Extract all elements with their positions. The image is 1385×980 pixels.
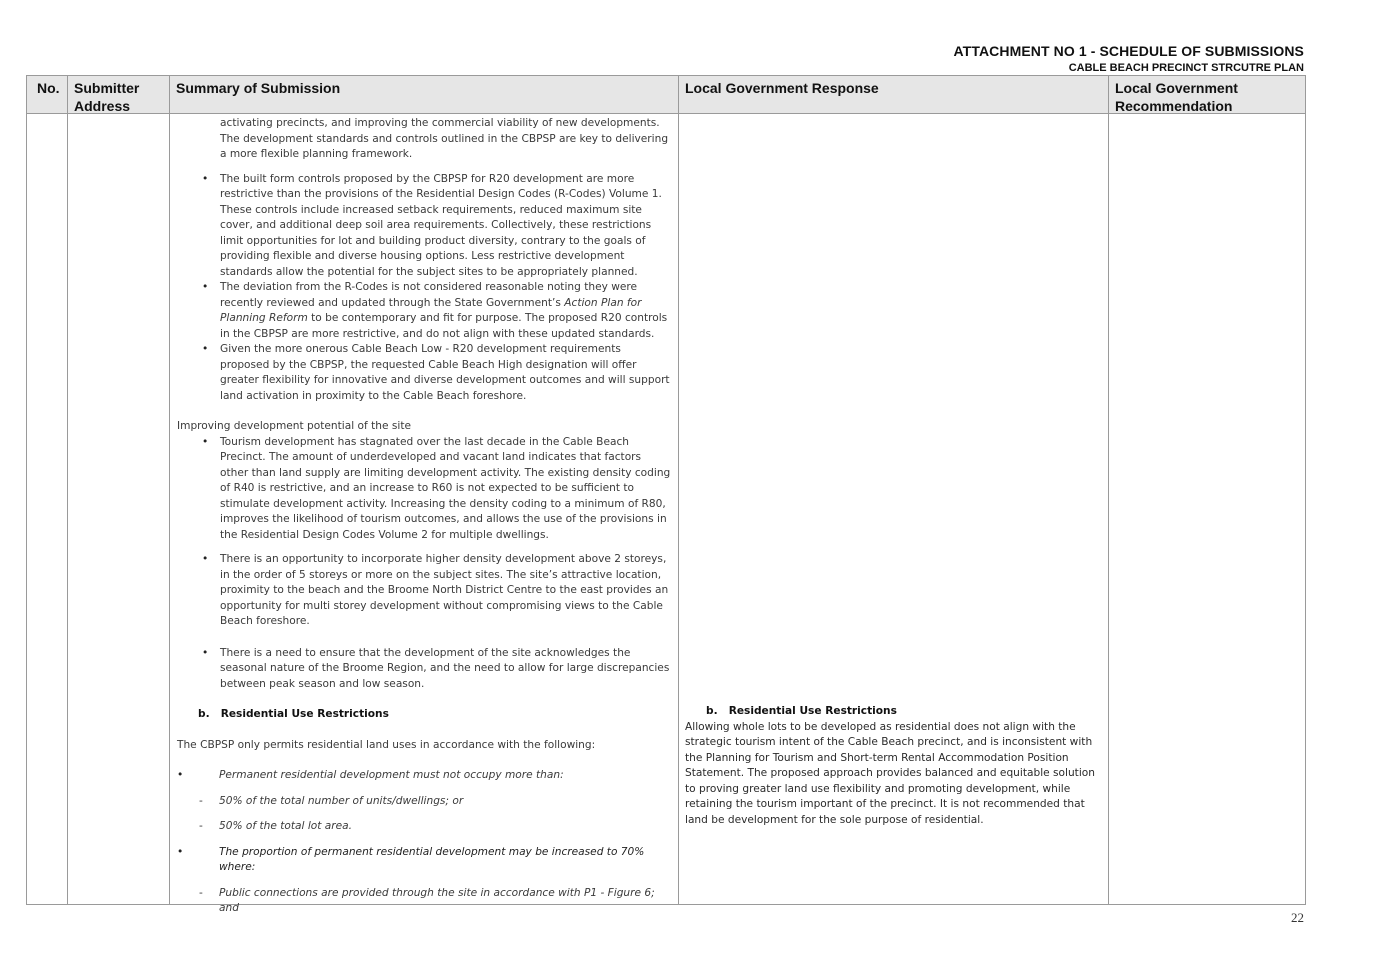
- response-heading: b. Residential Use Restrictions: [706, 705, 897, 717]
- rule-item: • Permanent residential development must not occupy more than:: [177, 768, 672, 784]
- column-header-summary: Summary of Submission: [176, 80, 341, 96]
- permits-text: The CBPSP only permits residential land uses in accordance with the following:: [177, 738, 596, 751]
- column-header-no: No.: [37, 80, 60, 96]
- attachment-subtitle: CABLE BEACH PRECINCT STRCUTRE PLAN: [1068, 62, 1304, 74]
- submissions-table: [26, 75, 1306, 914]
- list-item: • Given the more onerous Cable Beach Low - R20 development requirements proposed by the CBPSP, the requested Cable Beach High designation will offer greater flexibility for innovative and diverse development outcomes and will support land activation in proximity to the Cable Beach foreshore.: [177, 342, 672, 404]
- list-item: • There is an opportunity to incorporate higher density development above 2 storeys, in the order of 5 storeys or more on the subject sites. The site’s attractive location, proximity to the beach and the Broome North District Centre to the east provides an opportunity for multi storey development without compromising views to the Cable Beach foreshore.: [177, 552, 672, 630]
- column-divider: [678, 76, 679, 904]
- rule-subitem: - 50% of the total number of units/dwellings; or: [177, 794, 672, 810]
- column-header-recommendation: Local Government Recommendation: [1115, 80, 1238, 114]
- table-header-row: [27, 76, 1305, 114]
- improving-development-bullets: [177, 435, 672, 693]
- column-divider: [169, 76, 170, 904]
- residential-use-heading: b. Residential Use Restrictions: [198, 708, 389, 720]
- attachment-title: ATTACHMENT NO 1 - SCHEDULE OF SUBMISSIONS: [953, 43, 1304, 59]
- list-item: • There is a need to ensure that the development of the site acknowledges the seasonal nature of the Broome Region, and the need to allow for large discrepancies between peak season and low season.: [177, 646, 672, 693]
- page-number: 22: [1291, 910, 1304, 925]
- list-item: • The built form controls proposed by the CBPSP for R20 development are more restrictive than the provisions of the Residential Design Codes (R-Codes) Volume 1. These controls include increased setback requirements, reduced maximum site cover, and additional deep soil area requirements. Collectively, these restrictions limit opportunities for lot and building product diversity, contrary to the goals of providing flexible and diverse housing options. Less restrictive development standards allow the potential for the subject sites to be appropriately planned.: [177, 172, 672, 281]
- column-divider: [1108, 76, 1109, 904]
- column-divider: [67, 76, 68, 904]
- summary-continued-text: activating precincts, and improving the commercial viability of new developments. The development standards and controls outlined in the CBPSP are key to delivering a more flexible planning framework.: [220, 117, 669, 160]
- response-text: Allowing whole lots to be developed as residential does not align with the strategic tourism intent of the Cable Beach precinct, and is inconsistent with the Planning for Tourism and Short-term Rental Accommodation Position Statement. The proposed approach provides balanced and equitable solution to proving greater land use flexibility and promoting development, while retaining the tourism important of the precinct. It is not recommended that land be development for the sole purpose of residential.: [685, 720, 1095, 826]
- rule-item: • The proportion of permanent residential development may be increased to 70% where:: [177, 845, 672, 876]
- local-government-response-cell: [685, 704, 1105, 828]
- rule-subitem: - Public connections are provided through the site in accordance with P1 - Figure 6; and: [177, 886, 672, 917]
- built-form-bullets: [177, 172, 672, 405]
- rule-subitem: - 50% of the total lot area.: [177, 819, 672, 835]
- summary-of-submission-cell: [177, 116, 672, 917]
- column-header-submitter: Submitter Address: [74, 80, 140, 114]
- column-header-response: Local Government Response: [685, 80, 879, 96]
- list-item: • The deviation from the R-Codes is not considered reasonable noting they were recently reviewed and updated through the State Government’s Action Plan for Planning Reform to be contemporary and fit for purpose. The proposed R20 controls in the CBPSP are more restrictive, and do not align with these updated standards.: [177, 280, 672, 342]
- list-item: • Tourism development has stagnated over the last decade in the Cable Beach Precinct. The amount of underdeveloped and vacant land indicates that factors other than land supply are limiting development activity. The existing density coding of R40 is restrictive, and an increase to R60 is not expected to be sufficient to stimulate development activity. Increasing the density coding to a minimum of R80, improves the likelihood of tourism outcomes, and allows the use of the provisions in the Residential Design Codes Volume 2 for multiple dwellings.: [177, 435, 672, 544]
- improving-development-heading: Improving development potential of the site: [177, 420, 411, 432]
